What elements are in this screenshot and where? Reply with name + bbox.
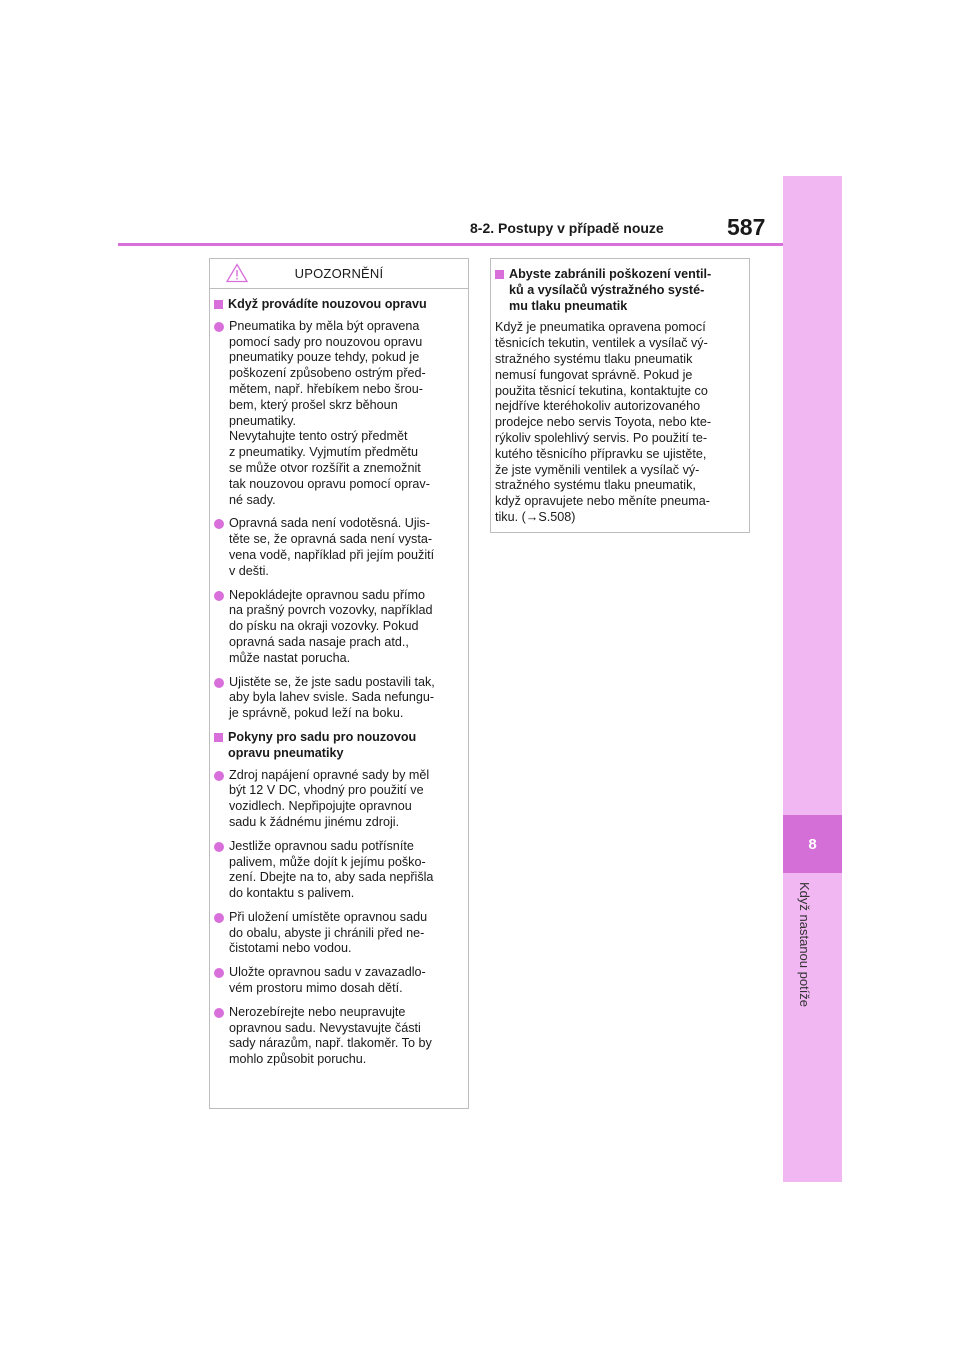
square-bullet-icon [495, 270, 504, 279]
list-item-text: Uložte opravnou sadu v zavazadlo- vém prostoru mimo dosah dětí. [229, 965, 426, 996]
chapter-number-badge: 8 [783, 815, 842, 873]
list-item-text: Pneumatika by měla být opravena pomocí sady pro nouzovou opravu pneumatiky pouze tehdy, pokud je poškození způsobeno ostrým před- mětem, např. hřebíkem nebo šrou- bem, který prošel skrz běhoun pneumatiky. Nevytahujte tento ostrý předmět z pneumatiky. Vyjmutím předmětu se může otvor rozšířit a znemožnit tak nouzovou opravu pomocí oprav- né sady. [229, 318, 430, 507]
list-item [214, 965, 462, 997]
round-bullet-icon [214, 322, 224, 332]
list-item-text: Jestliže opravnou sadu potřísníte palivem, může dojít k jejímu poško- zení. Dbejte na to, aby sada nepřišla do kontaktu s palivem. [229, 838, 434, 901]
round-bullet-icon [214, 1008, 224, 1018]
info-heading [495, 267, 743, 314]
info-box [490, 258, 750, 533]
header-rule [118, 243, 783, 246]
round-bullet-icon [214, 968, 224, 978]
chapter-side-tab [783, 176, 842, 1182]
caution-title: UPOZORNĚNÍ [294, 266, 384, 281]
square-bullet-icon [214, 300, 223, 309]
section-title: 8-2. Postupy v případě nouze [470, 220, 664, 236]
warning-triangle-icon [226, 263, 248, 283]
info-heading-text: Abyste zabránili poškození ventil- ků a vysílačů výstražného systé- mu tlaku pneumatik [509, 267, 712, 313]
list-item [214, 768, 462, 831]
caution-section-heading-text: Když provádíte nouzovou opravu [228, 297, 427, 311]
caution-box [209, 258, 469, 1109]
list-item [214, 675, 462, 722]
list-item [214, 588, 462, 667]
list-item-text: Při uložení umístěte opravnou sadu do obalu, abyste ji chránili před ne- čistotami nebo vodou. [229, 909, 428, 956]
caution-section-heading [214, 730, 462, 762]
list-item [214, 839, 462, 902]
list-item-text: Opravná sada není vodotěsná. Ujis- těte se, že opravná sada není vysta- vena vodě, například při jejím použití v dešti. [229, 516, 435, 578]
chapter-title-vertical: Když nastanou potíže [797, 882, 812, 1008]
list-item-text: Nerozebírejte nebo neupravujte opravnou sadu. Nevystavujte části sady nárazům, např. tlakoměr. To by mohlo způsobit poruchu. [229, 1004, 432, 1067]
list-item [214, 910, 462, 957]
caution-body [210, 289, 468, 1082]
round-bullet-icon [214, 519, 224, 529]
round-bullet-icon [214, 771, 224, 781]
caution-section-heading [214, 297, 462, 313]
list-item-text: Nepokládejte opravnou sadu přímo na prašný povrch vozovky, například do písku na okraji vozovky. Pokud opravná sada nasaje prach atd., může nastat porucha. [229, 587, 433, 665]
info-paragraph: Když je pneumatika opravena pomocí těsnicích tekutin, ventilek a vysílač vý- stražného systému tlaku pneumatik nemusí fungovat správně. Pokud je použita těsnicí tekutina, kontaktujte co nejdříve kteréhokoliv autorizovaného prodejce nebo servis Toyota, nebo kte- rýkoliv spolehlivý servis. Po použití te- kutého těsnicího přípravku se ujistěte, že jste vyměnili ventilek a vysílač vý- stražného systému tlaku pneumatik, když opravujete nebo měníte pneuma- tiku. (→S.508) [495, 320, 712, 524]
caution-section-heading-text: Pokyny pro sadu pro nouzovou opravu pneumatiky [228, 729, 417, 760]
list-item [214, 1005, 462, 1068]
list-item-text: Ujistěte se, že jste sadu postavili tak, aby byla lahev svisle. Sada nefungu- je správně, pokud leží na boku. [229, 674, 435, 721]
page-number: 587 [727, 214, 766, 240]
list-item [214, 516, 462, 579]
list-item-text: Zdroj napájení opravné sady by měl být 12 V DC, vhodný pro použití ve vozidlech. Nepřipojujte opravnou sadu k žádnému jinému zdroji. [229, 767, 430, 829]
list-item [214, 319, 462, 509]
round-bullet-icon [214, 678, 224, 688]
square-bullet-icon [214, 733, 223, 742]
round-bullet-icon [214, 913, 224, 923]
info-body [491, 259, 749, 532]
round-bullet-icon [214, 591, 224, 601]
round-bullet-icon [214, 842, 224, 852]
caution-header [210, 259, 468, 289]
